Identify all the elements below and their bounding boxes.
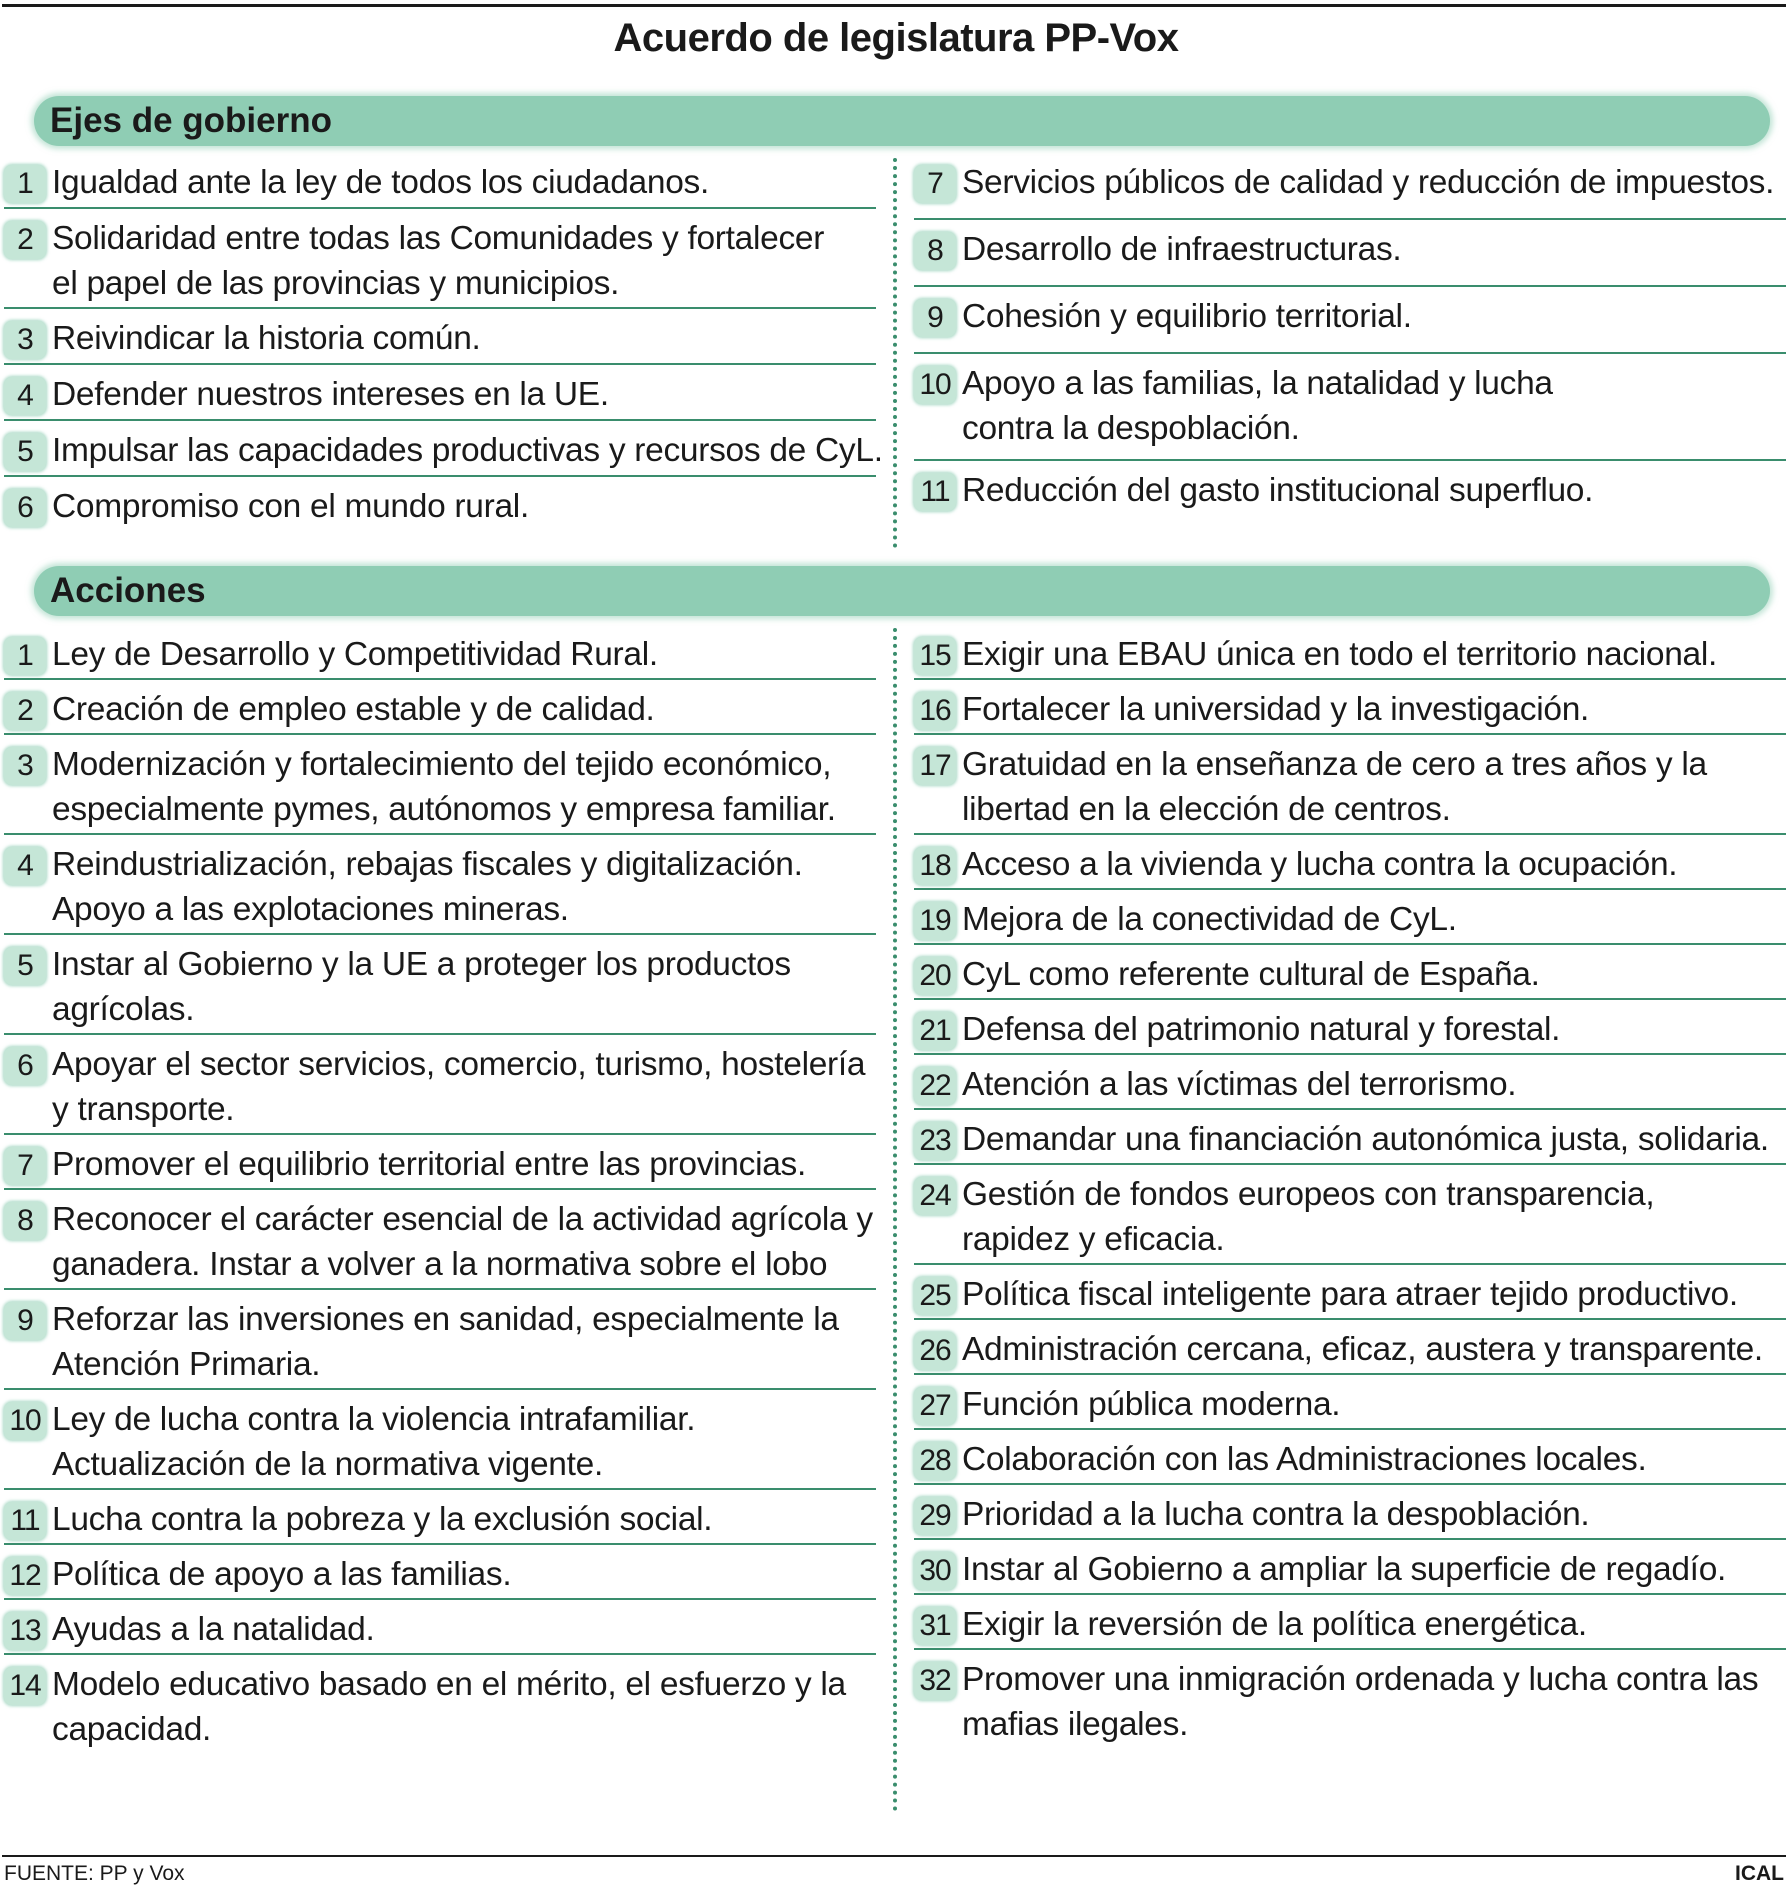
item-separator <box>4 933 876 935</box>
list-item <box>4 216 876 309</box>
item-text: Defensa del patrimonio natural y forestal. <box>962 1011 1561 1048</box>
item-separator <box>914 218 1786 220</box>
item-text: Reindustrialización, rebajas fiscales y digitalización. Apoyo a las explotaciones mineras. <box>52 846 803 928</box>
item-separator <box>4 678 876 680</box>
item-separator <box>914 833 1786 835</box>
item-number-badge: 22 <box>914 1067 956 1105</box>
item-text: CyL como referente cultural de España. <box>962 956 1540 993</box>
item-text: Política fiscal inteligente para atraer tejido productivo. <box>962 1276 1738 1313</box>
agency-credit: ICAL <box>1735 1862 1784 1885</box>
item-number-badge: 19 <box>914 902 956 940</box>
list-item <box>914 227 1786 287</box>
list-item <box>4 1397 876 1490</box>
item-separator <box>914 459 1786 461</box>
item-text: Gestión de fondos europeos con transparencia, rapidez y eficacia. <box>962 1176 1655 1258</box>
item-separator <box>4 475 876 477</box>
item-text: Administración cercana, eficaz, austera y transparente. <box>962 1331 1763 1368</box>
item-text: Reforzar las inversiones en sanidad, especialmente la Atención Primaria. <box>52 1301 839 1383</box>
item-number-badge: 27 <box>914 1387 956 1425</box>
list-item <box>914 1492 1786 1540</box>
list-item <box>4 742 876 835</box>
list-item <box>4 842 876 935</box>
item-text: Desarrollo de infraestructuras. <box>962 231 1402 268</box>
item-number-badge: 25 <box>914 1277 956 1315</box>
item-separator <box>914 1263 1786 1265</box>
item-separator <box>4 833 876 835</box>
item-text: Prioridad a la lucha contra la despoblación. <box>962 1496 1590 1533</box>
item-separator <box>4 1288 876 1290</box>
item-separator <box>914 1318 1786 1320</box>
list-item <box>4 942 876 1035</box>
item-number-badge: 15 <box>914 637 956 675</box>
item-number-badge: 6 <box>4 489 46 527</box>
item-text: Apoyar el sector servicios, comercio, turismo, hostelería y transporte. <box>52 1046 866 1128</box>
item-separator <box>914 1428 1786 1430</box>
item-separator <box>4 1598 876 1600</box>
item-separator <box>914 285 1786 287</box>
list-item <box>914 1657 1786 1750</box>
item-number-badge: 16 <box>914 692 956 730</box>
list-item <box>4 160 876 209</box>
list-item <box>4 1607 876 1655</box>
list-item <box>4 316 876 365</box>
item-number-badge: 14 <box>4 1667 46 1705</box>
item-number-badge: 28 <box>914 1442 956 1480</box>
section-header-acciones <box>34 566 1770 616</box>
column-divider <box>893 628 897 1812</box>
item-number-badge: 30 <box>914 1552 956 1590</box>
item-text: Igualdad ante la ley de todos los ciudadanos. <box>52 164 709 201</box>
item-separator <box>914 998 1786 1000</box>
list-item <box>914 952 1786 1000</box>
column-divider <box>893 158 897 548</box>
item-number-badge: 13 <box>4 1612 46 1650</box>
item-number-badge: 20 <box>914 957 956 995</box>
list-item <box>4 1197 876 1290</box>
item-text: Lucha contra la pobreza y la exclusión social. <box>52 1501 713 1538</box>
list-item <box>4 687 876 735</box>
item-number-badge: 2 <box>4 221 46 259</box>
list-item <box>914 687 1786 735</box>
item-number-badge: 5 <box>4 947 46 985</box>
item-text: Ley de lucha contra la violencia intrafamiliar. Actualización de la normativa vigente. <box>52 1401 696 1483</box>
item-text: Instar al Gobierno a ampliar la superficie de regadío. <box>962 1551 1727 1588</box>
item-text: Fortalecer la universidad y la investigación. <box>962 691 1590 728</box>
item-separator <box>914 1163 1786 1165</box>
item-number-badge: 21 <box>914 1012 956 1050</box>
list-item <box>914 160 1786 220</box>
item-text: Gratuidad en la enseñanza de cero a tres años y la libertad en la elección de centros. <box>962 746 1707 828</box>
list-item <box>914 842 1786 890</box>
item-text: Defender nuestros intereses en la UE. <box>52 376 609 413</box>
list-item <box>914 1272 1786 1320</box>
item-number-badge: 18 <box>914 847 956 885</box>
list-item <box>914 1382 1786 1430</box>
item-number-badge: 4 <box>4 377 46 415</box>
item-text: Reducción del gasto institucional superfluo. <box>962 472 1594 509</box>
list-item <box>914 897 1786 945</box>
item-number-badge: 11 <box>4 1502 46 1540</box>
item-text: Reconocer el carácter esencial de la actividad agrícola y ganadera. Instar a volver a la normativa sobre el lobo <box>52 1201 873 1283</box>
list-item <box>914 1117 1786 1165</box>
item-text: Impulsar las capacidades productivas y recursos de CyL. <box>52 432 883 469</box>
item-separator <box>914 352 1786 354</box>
page-title: Acuerdo de legislatura PP-Vox <box>613 16 1179 60</box>
item-text: Demandar una financiación autonómica justa, solidaria. <box>962 1121 1769 1158</box>
item-number-badge: 1 <box>4 165 46 203</box>
item-text: Exigir una EBAU única en todo el territorio nacional. <box>962 636 1718 673</box>
item-number-badge: 12 <box>4 1557 46 1595</box>
item-separator <box>4 1188 876 1190</box>
item-number-badge: 4 <box>4 847 46 885</box>
item-number-badge: 10 <box>4 1402 46 1440</box>
list-item <box>4 1662 876 1755</box>
item-text: Creación de empleo estable y de calidad. <box>52 691 655 728</box>
item-separator <box>4 363 876 365</box>
list-item <box>914 1602 1786 1650</box>
item-separator <box>4 307 876 309</box>
item-number-badge: 29 <box>914 1497 956 1535</box>
item-separator <box>914 1108 1786 1110</box>
item-text: Servicios públicos de calidad y reducción de impuestos. <box>962 164 1775 201</box>
item-number-badge: 6 <box>4 1047 46 1085</box>
item-text: Promover una inmigración ordenada y lucha contra las mafias ilegales. <box>962 1661 1759 1743</box>
list-item <box>4 1497 876 1545</box>
item-separator <box>914 1593 1786 1595</box>
item-separator <box>914 1373 1786 1375</box>
item-text: Ayudas a la natalidad. <box>52 1611 375 1648</box>
item-separator <box>4 419 876 421</box>
item-number-badge: 9 <box>914 299 956 337</box>
item-number-badge: 23 <box>914 1122 956 1160</box>
item-separator <box>914 943 1786 945</box>
item-number-badge: 11 <box>914 473 956 511</box>
item-text: Colaboración con las Administraciones locales. <box>962 1441 1647 1478</box>
section-heading: Ejes de gobierno <box>50 101 332 140</box>
item-number-badge: 5 <box>4 433 46 471</box>
item-text: Apoyo a las familias, la natalidad y lucha contra la despoblación. <box>962 365 1553 447</box>
item-separator <box>4 1388 876 1390</box>
list-item <box>4 1552 876 1600</box>
list-item <box>914 1007 1786 1055</box>
list-item <box>914 294 1786 354</box>
item-text: Cohesión y equilibrio territorial. <box>962 298 1412 335</box>
item-separator <box>914 1648 1786 1650</box>
list-item <box>914 1172 1786 1265</box>
item-separator <box>4 1033 876 1035</box>
item-text: Atención a las víctimas del terrorismo. <box>962 1066 1517 1103</box>
item-text: Mejora de la conectividad de CyL. <box>962 901 1457 938</box>
item-text: Solidaridad entre todas las Comunidades y fortalecer el papel de las provincias y municipios. <box>52 220 825 302</box>
item-number-badge: 32 <box>914 1662 956 1700</box>
source-note: FUENTE: PP y Vox <box>4 1862 185 1885</box>
item-text: Instar al Gobierno y la UE a proteger los productos agrícolas. <box>52 946 791 1028</box>
item-number-badge: 10 <box>914 366 956 404</box>
item-number-badge: 3 <box>4 747 46 785</box>
item-number-badge: 8 <box>914 232 956 270</box>
item-separator <box>914 1053 1786 1055</box>
item-text: Exigir la reversión de la política energética. <box>962 1606 1587 1643</box>
item-separator <box>914 888 1786 890</box>
item-number-badge: 7 <box>4 1147 46 1185</box>
item-separator <box>914 1483 1786 1485</box>
section-heading: Acciones <box>50 571 206 610</box>
list-item <box>4 372 876 421</box>
item-number-badge: 8 <box>4 1202 46 1240</box>
item-number-badge: 9 <box>4 1302 46 1340</box>
list-item <box>914 1547 1786 1595</box>
item-separator <box>4 207 876 209</box>
item-number-badge: 24 <box>914 1177 956 1215</box>
list-item <box>914 1437 1786 1485</box>
section-header-ejes <box>34 96 1770 146</box>
item-text: Promover el equilibrio territorial entre las provincias. <box>52 1146 807 1183</box>
list-item <box>4 632 876 680</box>
item-number-badge: 3 <box>4 321 46 359</box>
item-separator <box>4 1653 876 1655</box>
item-separator <box>4 1543 876 1545</box>
list-item <box>914 632 1786 680</box>
list-item <box>914 468 1786 517</box>
list-item <box>4 1142 876 1190</box>
item-text: Función pública moderna. <box>962 1386 1341 1423</box>
item-separator <box>4 733 876 735</box>
list-item <box>914 1327 1786 1375</box>
list-item <box>4 1042 876 1135</box>
bottom-rule <box>2 1855 1786 1857</box>
item-text: Ley de Desarrollo y Competitividad Rural. <box>52 636 658 673</box>
item-text: Política de apoyo a las familias. <box>52 1556 512 1593</box>
item-number-badge: 7 <box>914 165 956 203</box>
list-item <box>914 361 1786 461</box>
list-item <box>914 1062 1786 1110</box>
list-item <box>4 484 876 533</box>
item-text: Compromiso con el mundo rural. <box>52 488 529 525</box>
item-text: Reivindicar la historia común. <box>52 320 481 357</box>
item-number-badge: 26 <box>914 1332 956 1370</box>
item-number-badge: 31 <box>914 1607 956 1645</box>
item-separator <box>914 733 1786 735</box>
item-separator <box>4 1133 876 1135</box>
list-item <box>4 1297 876 1390</box>
item-text: Modernización y fortalecimiento del tejido económico, especialmente pymes, autónomos y empresa familiar. <box>52 746 836 828</box>
item-text: Acceso a la vivienda y lucha contra la ocupación. <box>962 846 1678 883</box>
item-text: Modelo educativo basado en el mérito, el esfuerzo y la capacidad. <box>52 1666 846 1748</box>
top-rule <box>2 4 1786 7</box>
list-item <box>4 428 883 477</box>
item-number-badge: 1 <box>4 637 46 675</box>
item-number-badge: 2 <box>4 692 46 730</box>
list-item <box>914 742 1786 835</box>
item-separator <box>914 1538 1786 1540</box>
item-separator <box>4 1488 876 1490</box>
item-number-badge: 17 <box>914 747 956 785</box>
item-separator <box>914 678 1786 680</box>
